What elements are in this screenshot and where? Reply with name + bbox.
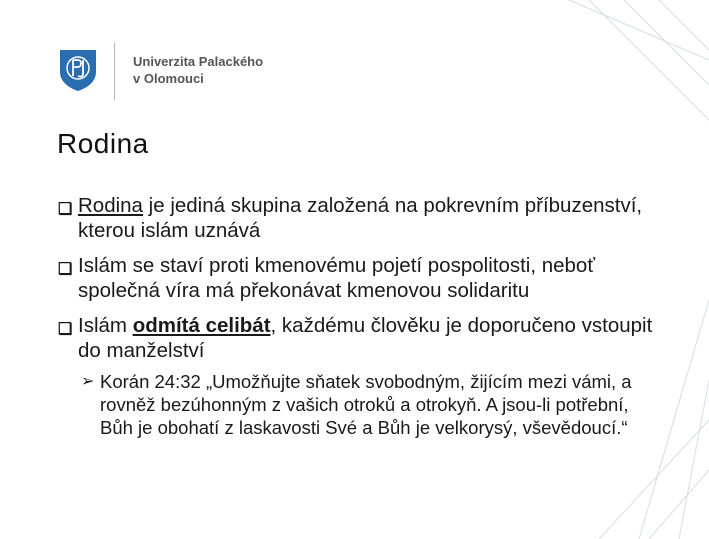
checkbox-bullet-icon: ❑	[58, 261, 73, 278]
bullet-item	[58, 253, 658, 303]
bullet-text: je jediná skupina založená na pokrevním příbuzenství, kterou islám uznává	[78, 194, 643, 242]
university-name-line1: Univerzita Palackého	[133, 54, 264, 69]
header-divider	[114, 42, 115, 100]
bullet-text: , každému člověku je doporučeno vstoupit do manželství	[78, 314, 653, 362]
sub-bullet-item	[81, 370, 658, 439]
university-name	[133, 53, 263, 87]
slide-title: Rodina	[57, 128, 149, 159]
bullet-keyword: Rodina	[78, 194, 143, 217]
sub-bullet-text: Korán 24:32 „Umožňujte sňatek svobodným, žijícím mezi vámi, a rovněž bezúhonným z vašich otroků a otrokyň. A jsou-li potřební, Bůh je obohatí z laskavosti Své a Bůh je velkorysý, vševědoucí.“	[100, 371, 632, 438]
bullet-item	[58, 313, 658, 363]
university-name-line2: v Olomouci	[133, 71, 204, 86]
checkbox-bullet-icon: ❑	[58, 321, 73, 338]
slide-content	[58, 193, 658, 439]
checkbox-bullet-icon: ❑	[58, 201, 73, 218]
university-logo-icon	[58, 48, 98, 92]
bullet-keyword: odmítá celibát	[132, 314, 271, 337]
bullet-text: Islám se staví proti kmenovému pojetí pospolitosti, neboť společná víra má překonávat kmenovou solidaritu	[78, 254, 596, 302]
bullet-item	[58, 193, 658, 243]
arrow-bullet-icon: ➢	[81, 373, 95, 390]
bullet-text: Islám	[78, 314, 133, 337]
